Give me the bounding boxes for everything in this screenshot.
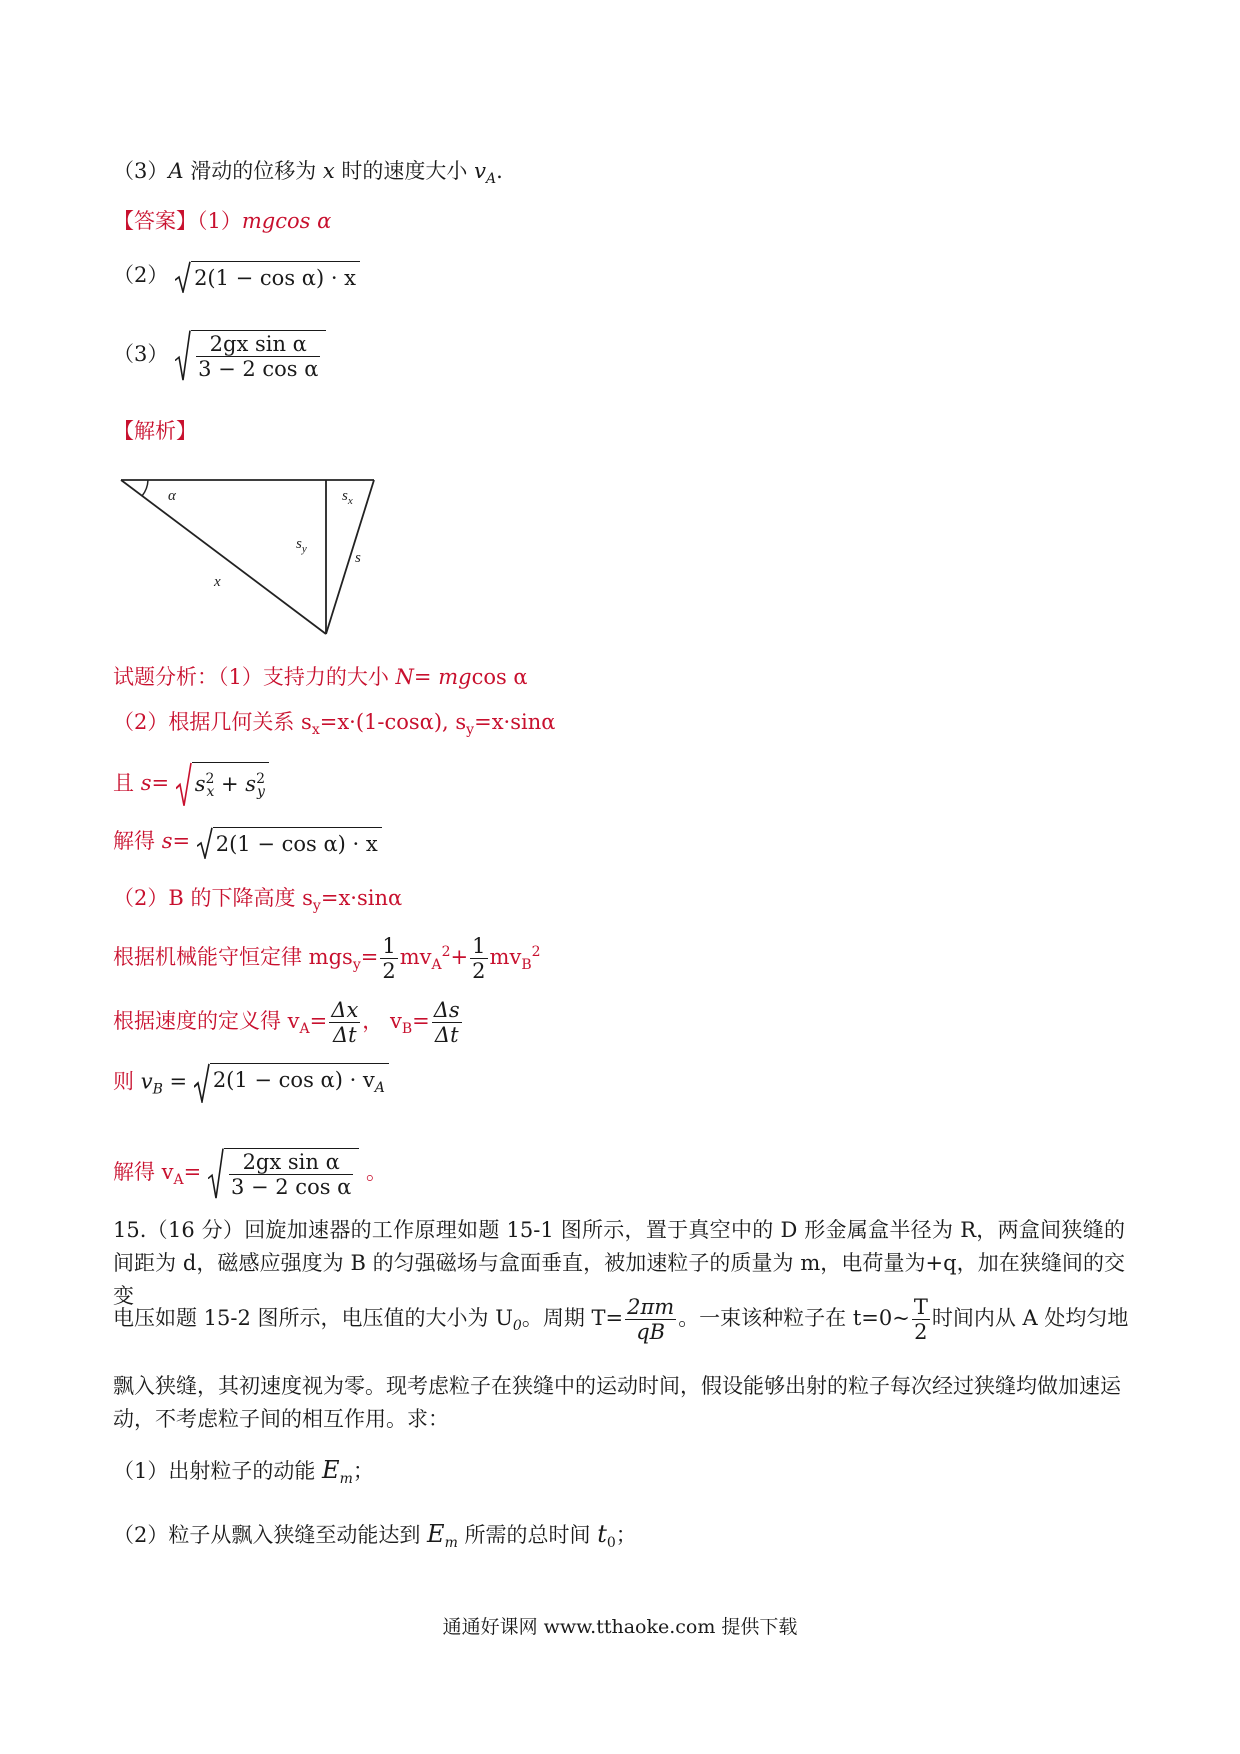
label-sy: $s_y$: [296, 536, 307, 555]
analysis-line-5: （2）B 的下降高度 $s_y=x\cdot\sin\alpha$: [113, 886, 403, 914]
analysis-line-9: 解得 $v_A=$ $\frac{\text{2gx sin α}}{\text{3 − 2 cos α}}$ 。: [113, 1150, 388, 1199]
q15-line-3: 电压如题 15-2 图所示，电压值的大小为 $U_0$。周期 T= $\frac{2\pi m}{qB}$ 。一束该种粒子在 t=0~ $\frac{T}{2}$ 时间内从 A 处均匀地: [113, 1295, 1129, 1344]
q15-sub-1: （1）出射粒子的动能 $E_m$；: [113, 1456, 374, 1487]
q15-sub-2: （2）粒子从飘入狭缝至动能达到 $E_m$ 所需的总时间 $t_0$；: [113, 1520, 637, 1551]
sqrt-fraction: $\frac{\text{2gx sin α}}{\text{3 − 2 cos α}}$: [208, 1148, 359, 1199]
angle-arc: [142, 480, 148, 496]
q15-paragraph-1: 15.（16 分）回旋加速器的工作原理如题 15-1 图所示，置于真空中的 D 形金属盒半径为 R，两盒间狭缝的间距为 d，磁感应强度为 B 的匀强磁场与盒面垂直，被加速粒子的质量为 m，电荷量为+q，加在狭缝间的交变: [113, 1218, 1125, 1308]
answer-line-1: 【答案】（1）mgcos α: [113, 209, 332, 233]
analysis-line-4: 解得 s= 2(1 − cos α) · x: [113, 826, 382, 859]
sqrt-expression: $2(1 - \cos \alpha) \cdot v_A$: [194, 1063, 389, 1103]
analysis-line-2: （2）根据几何关系 $s_x=x\cdot(1-\cos\alpha)$, $s_y=x\cdot\sin\alpha$: [113, 710, 556, 738]
analysis-line-8: 则 $v_B$ = $2(1 - \cos \alpha) \cdot v_A$: [113, 1063, 389, 1105]
analysis-line-3: 且 s= $s^2_x + s^2_y$: [113, 762, 269, 807]
q3-question: （3）A 滑动的位移为 x 时的速度大小 $v_A$.: [113, 159, 503, 187]
label-x: x: [214, 574, 221, 590]
sqrt-expression: 2(1 − cos α) · x: [197, 827, 382, 859]
analysis-line-1: 试题分析：（1）支持力的大小 N= mgcos α: [113, 665, 528, 689]
answer-line-3: （3） $\frac{\text{2gx sin α}}{\text{3 − 2 cos α}}$: [113, 330, 326, 381]
label-s: s: [355, 550, 361, 566]
answer-line-2: （2） 2(1 − cos α) · x: [113, 260, 360, 293]
analysis-label: 【解析】: [113, 419, 197, 443]
page-footer: 通通好课网 www.tthaoke.com 提供下载: [442, 1616, 798, 1638]
sqrt-sum: $s^2_x + s^2_y$: [176, 762, 269, 807]
sqrt-fraction: $\frac{\text{2gx sin α}}{\text{3 − 2 cos α}}$: [175, 330, 326, 381]
sqrt-expression: 2(1 − cos α) · x: [175, 261, 360, 293]
geometry-diagram: [118, 470, 382, 642]
analysis-line-6: 根据机械能守恒定律 mgs$_y$= $\frac{1}{2}$ $mv_A^2+$ $\frac{1}{2}$ $mv_B^2$: [113, 934, 541, 983]
q15-paragraph-2: 飘入狭缝，其初速度视为零。现考虑粒子在狭缝中的运动时间，假设能够出射的粒子每次经过狭缝均做加速运动，不考虑粒子间的相互作用。求：: [113, 1374, 1121, 1431]
answer-label: 【答案】: [113, 209, 197, 233]
hypotenuse-x: [121, 480, 326, 634]
analysis-line-7: 根据速度的定义得 $v_A=$ $\frac{\Delta x}{\Delta t}$ ， $v_B=$ $\frac{\Delta s}{\Delta t}$: [113, 998, 460, 1047]
label-sx: $s_x$: [342, 488, 353, 507]
label-alpha: α: [168, 488, 176, 504]
